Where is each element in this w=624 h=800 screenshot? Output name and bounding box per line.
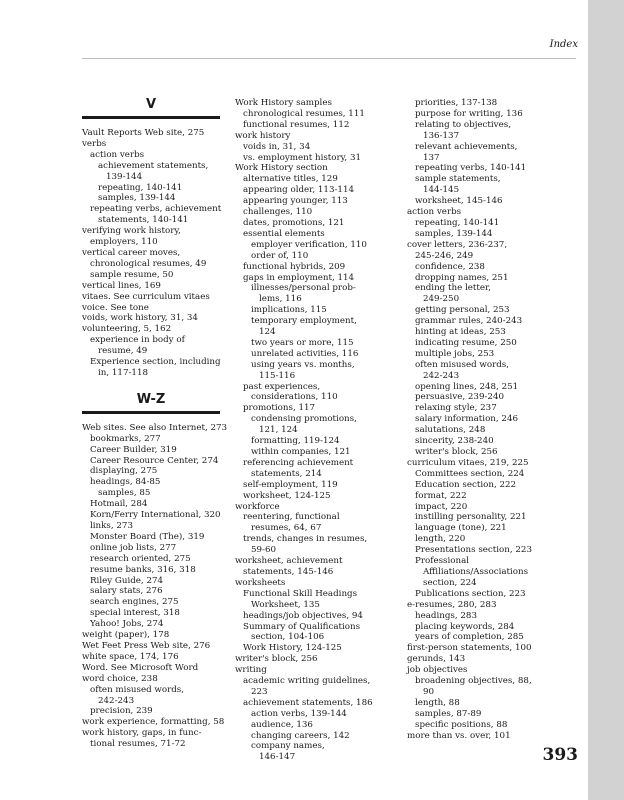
header-rule: [82, 58, 576, 59]
index-subentry: 59-60: [251, 545, 277, 556]
index-subentry: action verbs: [407, 207, 462, 218]
index-subentry: considerations, 110: [251, 392, 338, 403]
index-subentry: employers, 110: [90, 237, 158, 248]
index-subentry: in, 117-118: [98, 367, 148, 378]
index-subentry: academic writing guidelines,: [243, 676, 371, 687]
index-entry: volunteering, 5, 162: [82, 324, 172, 335]
index-subentry: section, 224: [423, 577, 477, 588]
index-subentry: 121, 124: [259, 425, 298, 436]
index-entry: workforce: [235, 501, 280, 512]
section-heading: W-Z: [82, 393, 220, 414]
index-subentry: impact, 220: [415, 501, 468, 512]
index-subentry: repeating verbs, 140-141: [415, 163, 527, 174]
index-subentry: Presentations section, 223: [415, 545, 532, 556]
index-subentry: displaying, 275: [90, 466, 158, 477]
index-subentry: 124: [259, 327, 276, 338]
index-subentry: samples, 85: [98, 488, 151, 499]
index-subentry: length, 220: [415, 534, 466, 545]
index-subentry: challenges, 110: [243, 207, 313, 218]
index-subentry: special interest, 318: [90, 608, 180, 619]
index-entry: work history: [235, 130, 291, 141]
index-subentry: dates, promotions, 121: [243, 217, 345, 228]
index-subentry: headings/job objectives, 94: [243, 610, 363, 621]
index-subentry: salutations, 248: [415, 425, 486, 436]
index-subentry: section, 104-106: [251, 632, 325, 643]
index-subentry: multiple jobs, 253: [415, 348, 495, 359]
index-subentry: statements, 145-146: [243, 566, 334, 577]
index-subentry: Experience section, including: [90, 357, 221, 368]
index-subentry: Career Builder, 319: [90, 444, 177, 455]
index-subentry: purpose for writing, 136: [415, 108, 523, 119]
index-subentry: tional resumes, 71-72: [90, 739, 186, 750]
index-subentry: sample statements,: [415, 174, 501, 185]
index-subentry: hinting at ideas, 253: [415, 327, 506, 338]
index-entry: vertical career moves,: [82, 247, 181, 258]
index-subentry: implications, 115: [251, 305, 327, 316]
index-subentry: relaxing style, 237: [415, 403, 497, 414]
index-subentry: action verbs, 139-144: [251, 708, 347, 719]
index-subentry: 139-144: [106, 171, 143, 182]
index-subentry: relevant achievements,: [415, 141, 518, 152]
index-subentry: links, 273: [90, 521, 133, 531]
index-subentry: priorities, 137-138: [415, 98, 498, 108]
index-subentry: online job lists, 277: [90, 542, 177, 553]
index-subentry: 90: [423, 686, 435, 697]
index-subentry: using years vs. months,: [251, 359, 355, 370]
index-subentry: format, 222: [415, 490, 467, 501]
index-entry: Web sites. See also Internet, 273: [82, 422, 228, 433]
index-subentry: more than vs. over, 101: [407, 730, 511, 741]
index-subentry: reentering, functional: [243, 512, 340, 523]
index-subentry: Education section, 222: [415, 479, 517, 490]
index-subentry: length, 88: [415, 697, 460, 708]
index-subentry: repeating verbs, achievement: [90, 204, 222, 215]
index-entry: weight (paper), 178: [82, 630, 170, 641]
index-entry: Work History section: [235, 163, 328, 174]
index-subentry: grammar rules, 240-243: [415, 316, 523, 327]
index-subentry: employer verification, 110: [251, 239, 367, 250]
index-subentry: 137: [423, 152, 440, 163]
index-subentry: past experiences,: [243, 381, 321, 392]
index-subentry: Yahoo! Jobs, 274: [90, 619, 164, 630]
index-entry: work history, gaps, in func-: [82, 728, 202, 739]
index-subentry: functional resumes, 112: [243, 119, 350, 130]
index-subentry: samples, 139-144: [415, 228, 493, 239]
index-subentry: getting personal, 253: [415, 305, 510, 316]
index-subentry: experience in body of: [90, 335, 185, 346]
index-subentry: persuasive, 239-240: [415, 392, 504, 403]
index-subentry: language (tone), 221: [415, 523, 507, 534]
index-subentry: formatting, 119-124: [251, 436, 340, 447]
index-entry: verifying work history,: [82, 226, 181, 237]
index-subentry: writer's block, 256: [415, 447, 498, 457]
index-subentry: 242-243: [98, 695, 135, 706]
index-subentry: broadening objectives, 88,: [415, 676, 532, 687]
index-subentry: unrelated activities, 116: [251, 348, 359, 359]
index-subentry: resumes, 64, 67: [251, 523, 322, 534]
running-head: Index: [549, 39, 578, 50]
index-subentry: 249-250: [423, 294, 460, 305]
index-subentry: repeating, 140-141: [98, 182, 183, 193]
index-subentry: Professional: [415, 556, 470, 567]
index-subentry: specific positions, 88: [415, 719, 508, 730]
index-subentry: within companies, 121: [251, 447, 351, 457]
index-subentry: chronological resumes, 111: [243, 108, 365, 119]
index-entry: Word. See Microsoft Word: [82, 662, 199, 673]
index-subentry: company names,: [251, 741, 325, 752]
index-subentry: samples, 139-144: [98, 193, 176, 204]
index-subentry: cover letters, 236-237,: [407, 239, 508, 250]
index-entry: verbs: [82, 138, 107, 149]
index-entry: voids, work history, 31, 34: [82, 313, 198, 324]
index-subentry: achievement statements,: [98, 160, 209, 171]
index-subentry: essential elements: [243, 228, 325, 239]
index-subentry: Functional Skill Headings: [243, 588, 358, 599]
index-subentry: statements, 214: [251, 468, 322, 479]
index-subentry: two years or more, 115: [251, 337, 354, 348]
index-subentry: worksheet, 124-125: [243, 490, 331, 501]
index-subentry: placing keywords, 284: [415, 621, 515, 632]
index-entry: Vault Reports Web site, 275: [82, 128, 205, 138]
index-subentry: condensing promotions,: [251, 414, 357, 425]
page-edge-tab: [588, 0, 624, 800]
index-subentry: trends, changes in resumes,: [243, 534, 368, 545]
index-subentry: Affiliations/Associations: [423, 566, 529, 577]
index-subentry: research oriented, 275: [90, 553, 191, 564]
index-subentry: statements, 140-141: [98, 215, 189, 226]
section-heading: V: [82, 98, 220, 119]
index-subentry: often misused words,: [415, 359, 510, 370]
index-subentry: order of, 110: [251, 250, 309, 261]
index-subentry: vs. employment history, 31: [243, 152, 362, 163]
page-number: 393: [542, 745, 578, 765]
index-subentry: relating to objectives,: [415, 119, 511, 130]
index-subentry: achievement statements, 186: [243, 697, 373, 708]
index-subentry: 223: [251, 686, 268, 697]
index-subentry: resume, 49: [98, 346, 148, 357]
index-subentry: lems, 116: [259, 294, 302, 305]
index-subentry: illnesses/personal prob-: [251, 283, 356, 294]
index-entry: voice. See tone: [82, 302, 149, 313]
index-subentry: changing careers, 142: [251, 730, 350, 741]
index-subentry: referencing achievement: [243, 457, 354, 468]
index-entry: vitaes. See curriculum vitaes: [82, 291, 210, 302]
index-entry: work experience, formatting, 58: [82, 717, 225, 728]
index-entry: writer's block, 256: [235, 654, 318, 665]
index-subentry: audience, 136: [251, 719, 313, 730]
index-subentry: bookmarks, 277: [90, 433, 161, 444]
index-subentry: first-person statements, 100: [407, 643, 532, 654]
index-subentry: resume banks, 316, 318: [90, 564, 196, 575]
index-subentry: search engines, 275: [90, 597, 179, 608]
index-subentry: instilling personality, 221: [415, 512, 527, 523]
index-subentry: Hotmail, 284: [90, 499, 148, 510]
index-entry: worksheet, achievement: [235, 556, 343, 567]
index-subentry: headings, 84-85: [90, 477, 161, 488]
index-subentry: precision, 239: [90, 706, 153, 717]
index-entry: writing: [235, 665, 267, 676]
index-subentry: indicating resume, 250: [415, 337, 517, 348]
index-subentry: confidence, 238: [415, 261, 485, 272]
index-subentry: e-resumes, 280, 283: [407, 599, 497, 610]
index-subentry: functional hybrids, 209: [243, 261, 346, 272]
index-subentry: salary stats, 276: [90, 586, 163, 597]
index-column-1: [82, 97, 228, 750]
index-subentry: appearing younger, 113: [243, 196, 348, 207]
index-subentry: years of completion, 285: [415, 632, 524, 643]
index-entry: worksheets: [235, 577, 286, 588]
index-subentry: dropping names, 251: [415, 272, 509, 283]
index-subentry: Korn/Ferry International, 320: [90, 510, 221, 521]
index-subentry: Publications section, 223: [415, 588, 526, 599]
index-subentry: action verbs: [90, 149, 145, 160]
index-subentry: job objectives: [407, 665, 468, 676]
index-subentry: chronological resumes, 49: [90, 258, 207, 269]
index-subentry: 136-137: [423, 130, 460, 141]
index-subentry: voids in, 31, 34: [243, 141, 311, 152]
index-entry: Work History samples: [235, 98, 332, 108]
index-subentry: worksheet, 145-146: [415, 196, 503, 207]
index-subentry: Worksheet, 135: [251, 599, 320, 610]
index-subentry: headings, 283: [415, 610, 477, 621]
index-entry: vertical lines, 169: [82, 280, 161, 291]
index-subentry: gaps in employment, 114: [243, 272, 355, 283]
index-subentry: Monster Board (The), 319: [90, 531, 205, 542]
index-subentry: samples, 87-89: [415, 708, 482, 719]
index-column-2: [235, 98, 387, 763]
index-subentry: sincerity, 238-240: [415, 436, 494, 447]
index-subentry: curriculum vitaes, 219, 225: [407, 457, 529, 468]
index-subentry: Riley Guide, 274: [90, 575, 164, 586]
index-subentry: salary information, 246: [415, 414, 519, 425]
index-subentry: appearing older, 113-114: [243, 185, 355, 196]
index-subentry: Career Resource Center, 274: [90, 455, 219, 466]
index-subentry: ending the letter,: [415, 283, 491, 294]
index-subentry: gerunds, 143: [407, 654, 466, 665]
index-entry: white space, 174, 176: [82, 651, 179, 662]
index-subentry: promotions, 117: [243, 403, 316, 414]
index-subentry: Summary of Qualifications: [243, 621, 361, 632]
index-subentry: 245-246, 249: [415, 250, 474, 261]
index-subentry: self-employment, 119: [243, 479, 338, 490]
index-subentry: 242-243: [423, 370, 460, 381]
index-subentry: Committees section, 224: [415, 468, 525, 479]
index-subentry: 144-145: [423, 185, 460, 196]
index-entry: Wet Feet Press Web site, 276: [82, 640, 211, 651]
index-subentry: 115-116: [259, 370, 296, 381]
index-subentry: often misused words,: [90, 684, 185, 695]
index-subentry: temporary employment,: [251, 316, 357, 327]
index-subentry: 146-147: [259, 752, 296, 763]
index-subentry: sample resume, 50: [90, 269, 174, 280]
index-subentry: repeating, 140-141: [415, 217, 500, 228]
index-subentry: opening lines, 248, 251: [415, 381, 519, 392]
index-column-3: [399, 98, 549, 741]
index-subentry: Work History, 124-125: [243, 643, 342, 654]
index-entry: word choice, 238: [82, 673, 158, 684]
index-subentry: alternative titles, 129: [243, 174, 338, 185]
